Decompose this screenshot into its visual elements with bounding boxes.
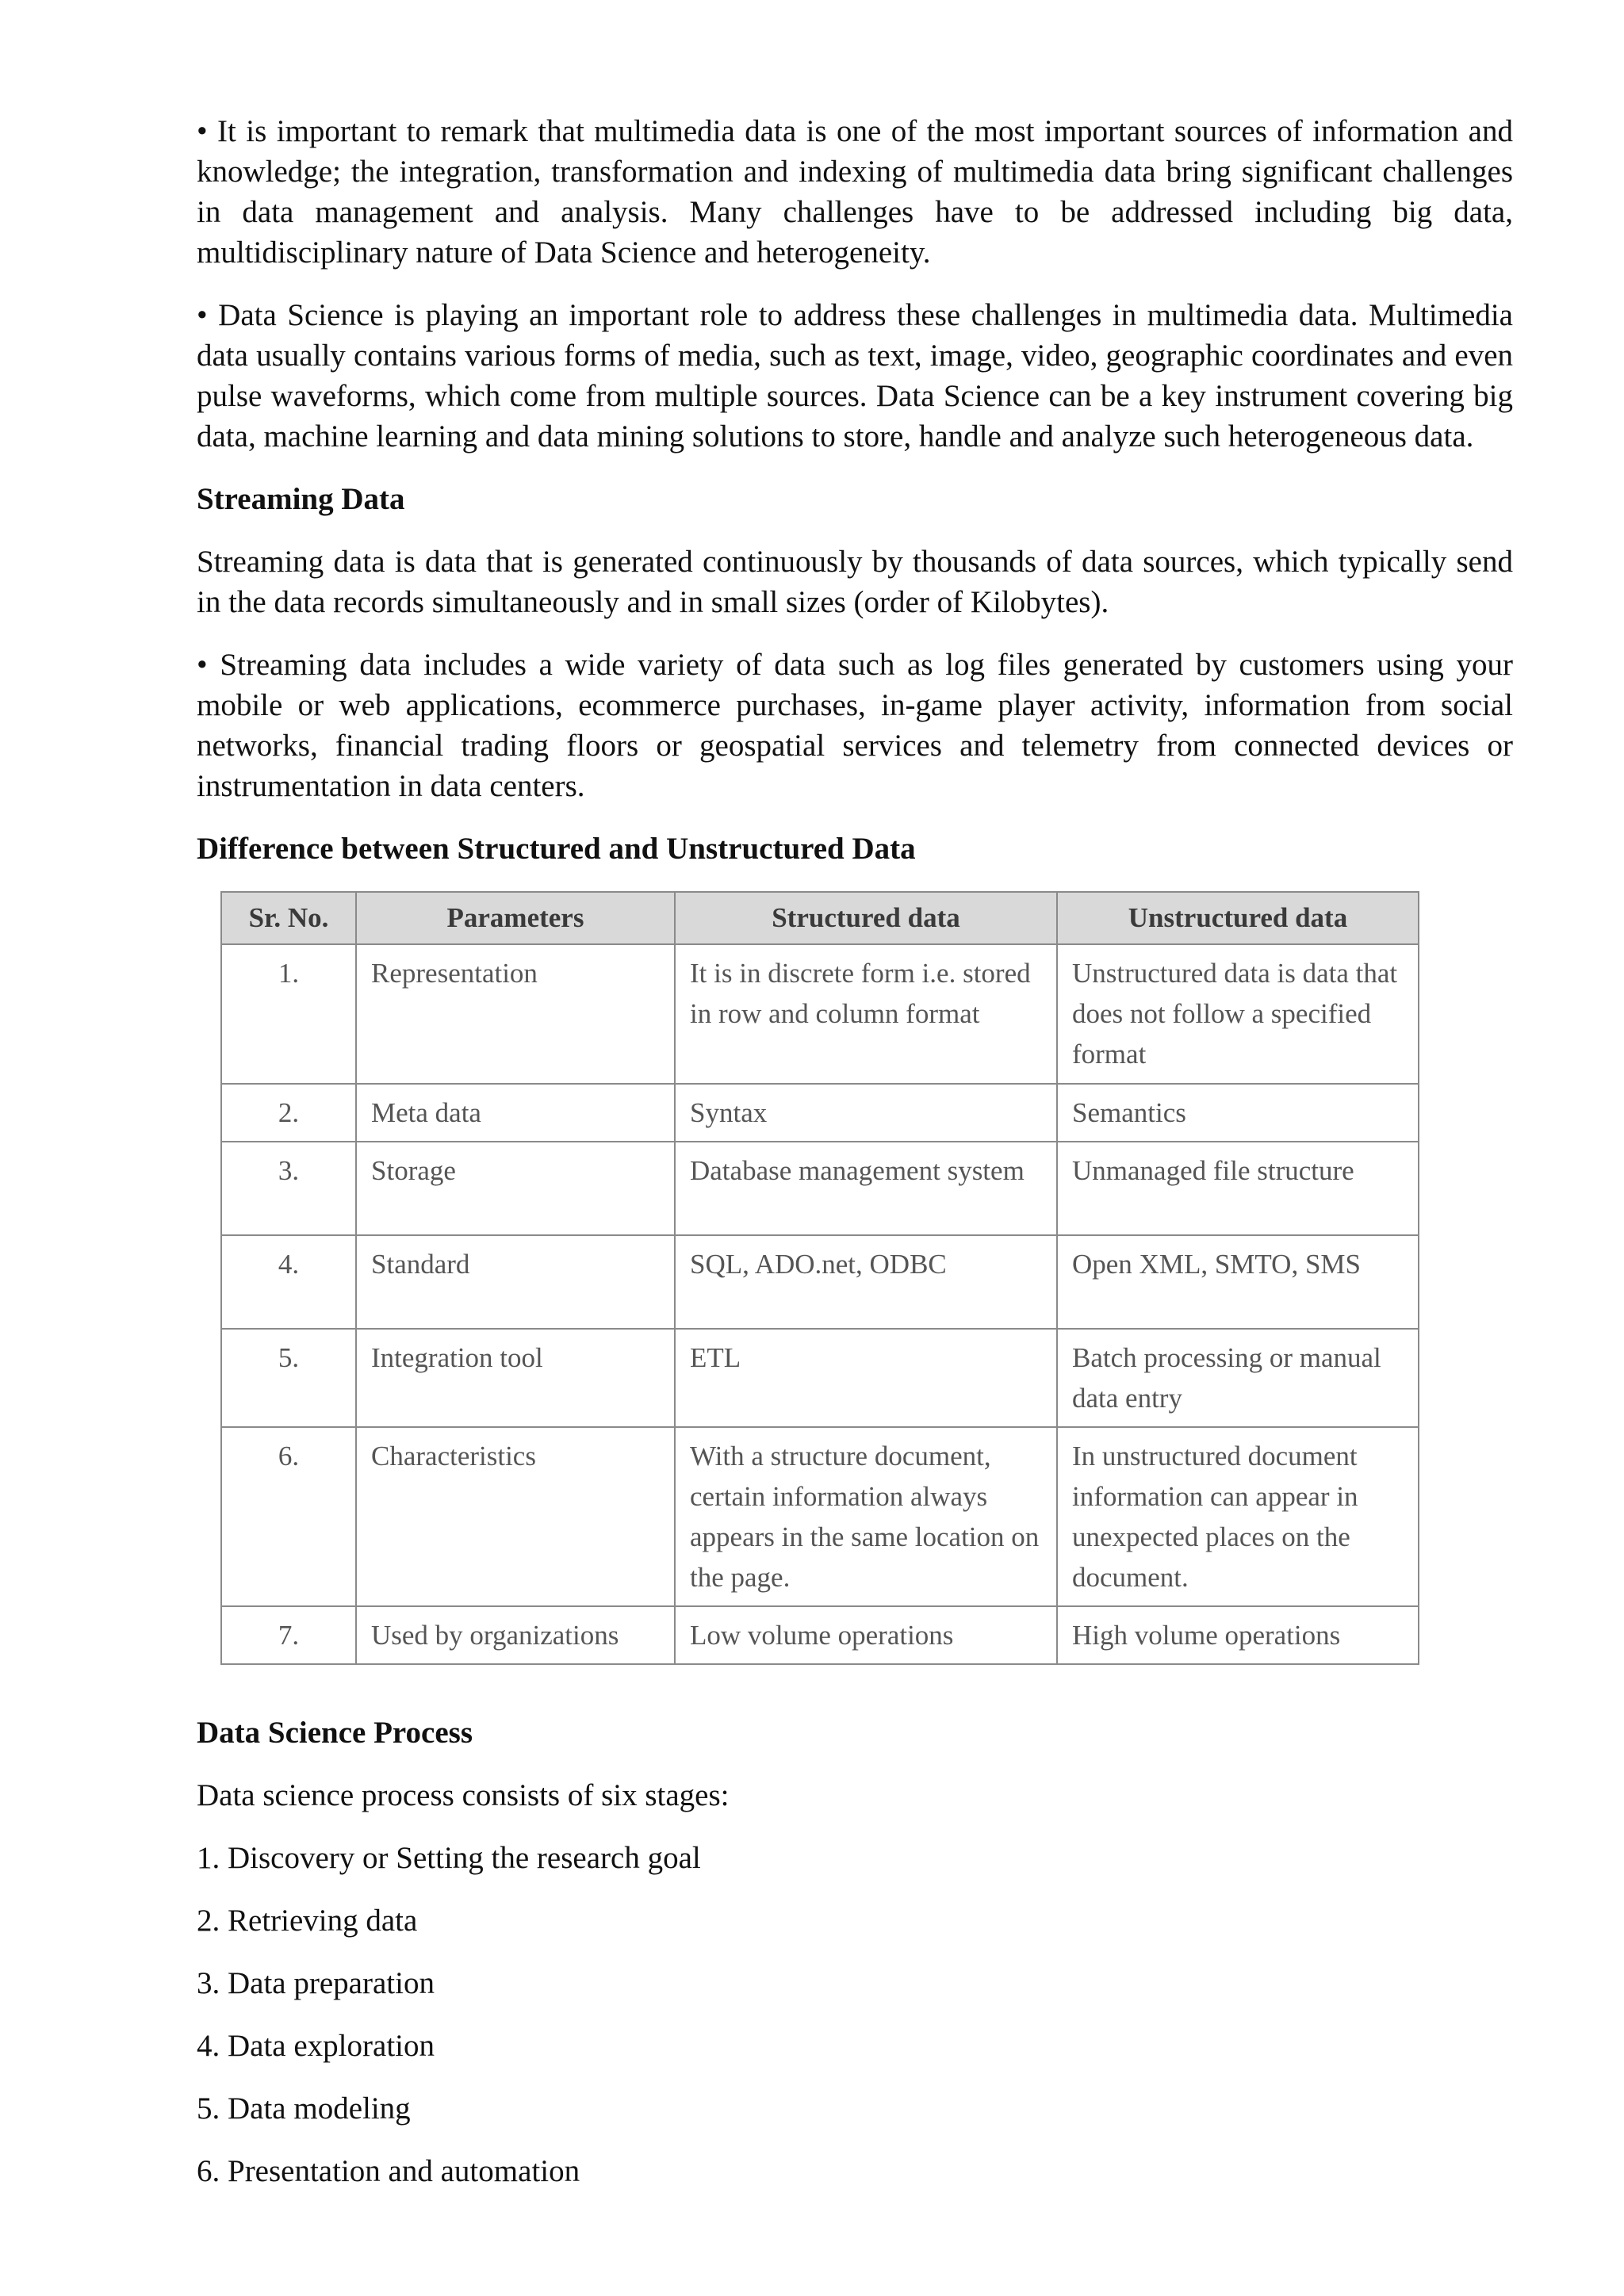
paragraph-streaming-examples: • Streaming data includes a wide variety of data such as log files generated by customers using your mobile or web applications, ecommerce purchases, in-game player activity, information from social networks, financial trading floors or geospatial services and telemetry from connected devices or instrumentation in data centers. [197,648,1513,803]
header-sr-no: Sr. No. [221,892,356,944]
structured-vs-unstructured-table [220,891,1419,1665]
table-row [221,944,1419,1084]
list-item: 2. Retrieving data [197,1904,418,1938]
heading-difference: Difference between Structured and Unstructured Data [197,832,916,866]
list-item: 4. Data exploration [197,2029,435,2063]
cell-parameter: Meta data [356,1084,675,1142]
cell-sr-no: 2. [221,1084,356,1142]
header-parameters: Parameters [356,892,675,944]
comparison-table-container [220,891,1418,1665]
paragraph-data-science-role: • Data Science is playing an important role to address these challenges in multimedia data. Multimedia data usually contains various forms of media, such as text, image, video, geographic coordinates and even pulse waveforms, which come from multiple sources. Data Science can be a key instrument covering big data, machine learning and data mining solutions to store, handle and analyze such heterogeneous data. [197,298,1513,453]
cell-unstructured: In unstructured document information can appear in unexpected places on the document. [1057,1427,1419,1606]
cell-sr-no: 6. [221,1427,356,1606]
table-header-row [221,892,1419,944]
cell-parameter: Characteristics [356,1427,675,1606]
list-item: 3. Data preparation [197,1966,435,2000]
document-page [197,111,1513,2214]
cell-structured: With a structure document, certain information always appears in the same location on the page. [675,1427,1057,1606]
process-intro: Data science process consists of six stages: [197,1778,730,1812]
cell-unstructured: Batch processing or manual data entry [1057,1329,1419,1427]
list-item: 5. Data modeling [197,2091,411,2126]
cell-sr-no: 3. [221,1142,356,1235]
table-row [221,1606,1419,1664]
cell-structured: It is in discrete form i.e. stored in row and column format [675,944,1057,1084]
cell-sr-no: 1. [221,944,356,1084]
table-row [221,1142,1419,1235]
cell-structured: Database management system [675,1142,1057,1235]
cell-parameter: Integration tool [356,1329,675,1427]
cell-structured: ETL [675,1329,1057,1427]
cell-parameter: Standard [356,1235,675,1329]
cell-sr-no: 7. [221,1606,356,1664]
table-row [221,1329,1419,1427]
cell-structured: SQL, ADO.net, ODBC [675,1235,1057,1329]
cell-parameter: Used by organizations [356,1606,675,1664]
header-unstructured: Unstructured data [1057,892,1419,944]
paragraph-multimedia-remark: • It is important to remark that multimedia data is one of the most important sources of information and knowledge; the integration, transformation and indexing of multimedia data bring significant challenges in data management and analysis. Many challenges have to be addressed including big data, multidisciplinary nature of Data Science and heterogeneity. [197,114,1513,270]
table-row [221,1427,1419,1606]
cell-parameter: Representation [356,944,675,1084]
table-row [221,1084,1419,1142]
cell-unstructured: Open XML, SMTO, SMS [1057,1235,1419,1329]
cell-parameter: Storage [356,1142,675,1235]
cell-structured: Low volume operations [675,1606,1057,1664]
paragraph-streaming-definition: Streaming data is data that is generated continuously by thousands of data sources, which typically send in the data records simultaneously and in small sizes (order of Kilobytes). [197,545,1513,619]
header-structured: Structured data [675,892,1057,944]
heading-data-science-process: Data Science Process [197,1716,473,1750]
list-item: 6. Presentation and automation [197,2154,580,2188]
cell-unstructured: Semantics [1057,1084,1419,1142]
cell-sr-no: 4. [221,1235,356,1329]
list-item: 1. Discovery or Setting the research goal [197,1841,701,1875]
cell-structured: Syntax [675,1084,1057,1142]
cell-unstructured: Unstructured data is data that does not follow a specified format [1057,944,1419,1084]
cell-unstructured: High volume operations [1057,1606,1419,1664]
heading-streaming-data: Streaming Data [197,482,405,516]
table-row [221,1235,1419,1329]
cell-unstructured: Unmanaged file structure [1057,1142,1419,1235]
cell-sr-no: 5. [221,1329,356,1427]
